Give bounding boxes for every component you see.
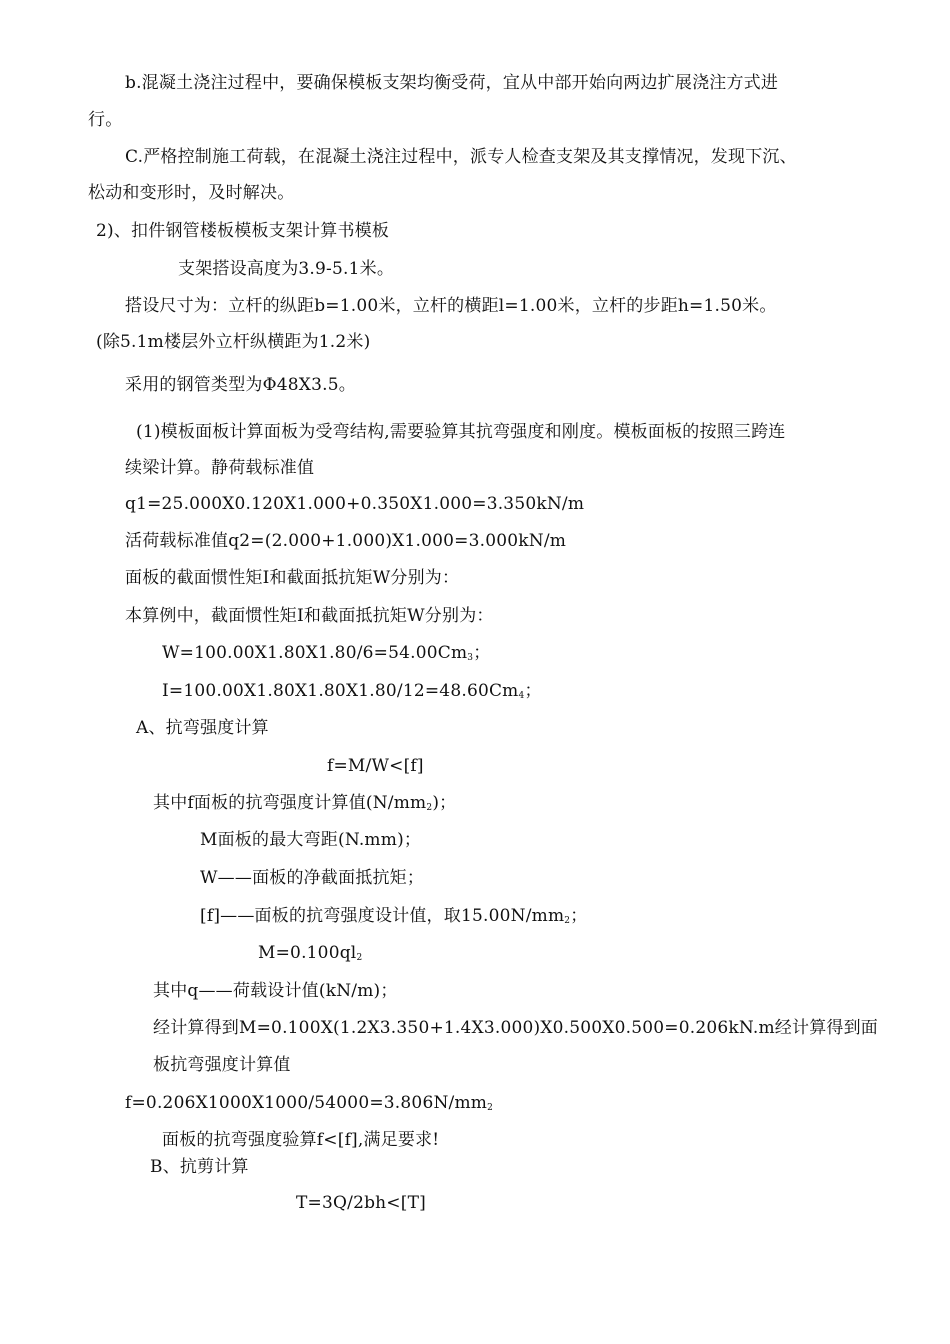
q1-formula: q1=25.000X0.120X1.000+0.350X1.000=3.350kN/m xyxy=(125,494,585,514)
w-definition: W——面板的净截面抵抗矩； xyxy=(200,868,425,888)
m-result-line-1: 经计算得到M=0.100X(1.2X3.350+1.4X3.000)X0.500X0.500=0.206kN.m经计算得到面 xyxy=(153,1018,879,1038)
paragraph-b-line-1: b.混凝土浇注过程中，要确保模板支架均衡受荷，宜从中部开始向两边扩展浇注方式进 xyxy=(125,73,779,93)
m-definition: M面板的最大弯距(N.mm)； xyxy=(200,830,422,850)
paragraph-c-line-2: 松动和变形时，及时解决。 xyxy=(88,183,295,203)
dimensions-line: 搭设尺寸为：立杆的纵距b=1.00米，立杆的横距l=1.00米，立杆的步距h=1.50米。 xyxy=(125,296,777,316)
example-intro: 本算例中，截面惯性矩I和截面抵抗矩W分别为： xyxy=(125,606,494,626)
panel-calc-line-1: (1)模板面板计算面板为受弯结构,需要验算其抗弯强度和刚度。模板面板的按照三跨连 xyxy=(136,422,786,442)
bending-check-result: 面板的抗弯强度验算f<[f],满足要求! xyxy=(162,1130,440,1150)
m-result-line-2: 板抗弯强度计算值 xyxy=(153,1055,291,1075)
shear-heading: B、抗剪计算 xyxy=(150,1157,249,1177)
paragraph-b-line-2: 行。 xyxy=(88,110,123,130)
i-formula: $I=100.00X1.80X1.80X1.80/12=48.60Cm_4$； xyxy=(162,681,542,701)
paragraph-c-line-1: C.严格控制施工荷载，在混凝土浇注过程中，派专人检查支架及其支撑情况，发现下沉、 xyxy=(125,147,797,167)
panel-calc-line-2: 续梁计算。静荷载标准值 xyxy=(125,458,315,478)
bending-formula: f=M/W<[f] xyxy=(327,756,424,776)
q2-formula: 活荷载标准值q2=(2.000+1.000)X1.000=3.000kN/m xyxy=(125,531,567,551)
dimensions-note-line: (除5.1m楼层外立杆纵横距为1.2米) xyxy=(96,332,371,352)
shear-formula: T=3Q/2bh<[T] xyxy=(296,1193,426,1213)
f-definition: 其中f面板的抗弯强度计算值$(N/mm_2)$； xyxy=(153,793,457,813)
section-heading-2: 2)、扣件钢管楼板模板支架计算书模板 xyxy=(96,221,390,241)
q-definition: 其中q——荷载设计值(kN/m)； xyxy=(153,981,398,1001)
pipe-type-line: 采用的钢管类型为Φ48X3.5。 xyxy=(125,375,356,395)
m-formula: $M=0.100ql_2$ xyxy=(258,943,363,963)
section-modulus-intro: 面板的截面惯性矩I和截面抵抗矩W分别为： xyxy=(125,568,460,588)
support-height-line: 支架搭设高度为3.9-5.1米。 xyxy=(178,259,395,279)
f-design-definition: [f]——面板的抗弯强度设计值，取$15.00N/mm_2$； xyxy=(200,906,588,926)
w-formula: $W=100.00X1.80X1.80/6=54.00Cm_3$； xyxy=(162,643,491,663)
f-result: $f=0.206X1000X1000/54000=3.806N/mm_2$ xyxy=(125,1093,494,1113)
bending-strength-heading: A、抗弯强度计算 xyxy=(136,718,269,738)
